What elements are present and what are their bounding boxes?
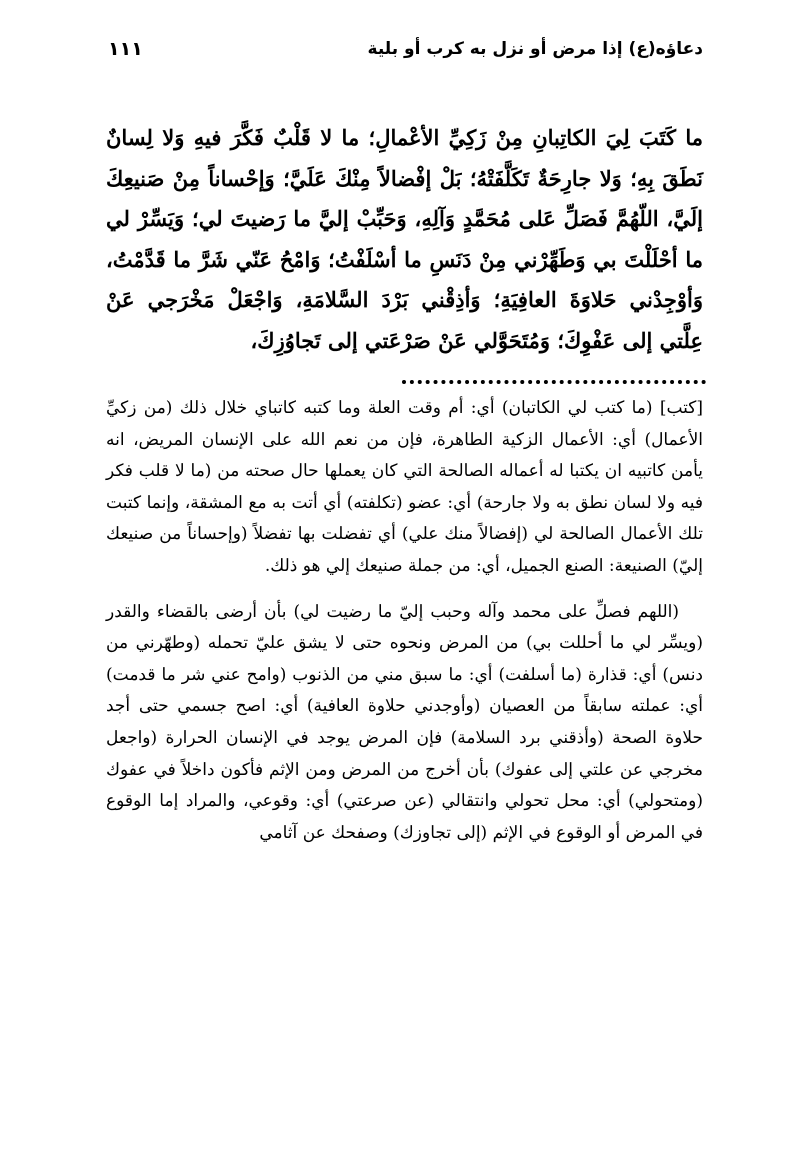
running-title: دعاؤه(ع) إذا مرض أو نزل به كرب أو بلية: [367, 39, 703, 59]
prayer-paragraph: ما كَتَبَ لِيَ الكاتِبانِ مِنْ زَكِيِّ الأعْمالِ؛ ما لا قَلْبٌ فَكَّرَ فيهِ وَلا لِسانٌ نَطَقَ بِهِ؛ وَلا جارِحَةٌ تَكَلَّفَتْهُ؛ بَلْ إفْضالاً مِنْكَ عَلَيَّ؛ وَإحْساناً مِنْ صَنيعِكَ إلَيَّ، اللّهُمَّ فَصَلِّ عَلى مُحَمَّدٍ وَآلِهِ، وَحَبِّبْ إليَّ ما رَضيتَ لي؛ وَيَسِّرْ لي ما أحْلَلْتَ بي وَطَهِّرْني مِنْ دَنَسِ ما أسْلَفْتُ؛ وَامْحُ عَنّي شَرَّ ما قَدَّمْتُ، وَأوْجِدْني حَلاوَةَ العافِيَةِ؛ وَأذِقْني بَرْدَ السَّلامَةِ، وَاجْعَلْ مَخْرَجي عَنْ عِلَّتي إلى عَفْوِكَ؛ وَمُتَحَوَّلي عَنْ صَرْعَتي إلى تَجاوُزِكَ،: [106, 125, 703, 353]
prayer-text-block: [106, 118, 703, 361]
page-number: ١١١: [108, 38, 143, 60]
running-head: [108, 34, 703, 64]
commentary-paragraph-2: (اللهم فصلِّ على محمد وآله وحبب إليّ ما رضيت لي) بأن أرضى بالقضاء والقدر (ويسِّر لي ما أحللت بي) من المرض ونحوه حتى لا يشق عليّ تحمله (وطهّرني من دنس) أي: قذارة (ما أسلفت) أي: ما سبق مني من الذنوب (وامح عني شر ما قدمت) أي: عملته سابقاً من العصيان (وأوجدني حلاوة العافية) أي: اصح جسمي حتى أجد حلاوة الصحة (وأذقني برد السلامة) فإن المرض يوجد في الإنسان الحرارة (واجعل مخرجي عن علتي إلى عفوك) بأن أخرج من المرض ومن الإثم فأكون داخلاً في عفوك (ومتحولي) أي: محل تحولي وانتقالي (عن صرعتي) أي: وقوعي، والمراد إما الوقوع في المرض أو الوقوع في الإثم (إلى تجاوزك) وصفحك عن آثامي: [106, 601, 703, 843]
commentary-block: [106, 393, 703, 849]
commentary-paragraph-1: [كتب] (ما كتب لي الكاتبان) أي: أم وقت العلة وما كتبه كاتباي خلال ذلك (من زكيِّ الأعمال) أي: الأعمال الزكية الطاهرة، فإن من نعم الله على الإنسان المريض، انه يأمن كاتبيه ان يكتبا له أعماله الصالحة التي كان يعملها حال صحته من (ما لا قلب فكر فيه ولا لسان نطق به ولا جارحة) أي: عضو (تكلفته) أي أتت به مع المشقة، وإنما كتبت تلك الأعمال الصالحة لي (إفضالاً منك علي) أي تفضلت بها تفضلاً (وإحساناً من صنيعك إليّ) الصنيعة: الصنع الجميل، أي: من جملة صنيعك إلي هو ذلك.: [106, 398, 703, 576]
dotted-divider: [402, 380, 706, 384]
